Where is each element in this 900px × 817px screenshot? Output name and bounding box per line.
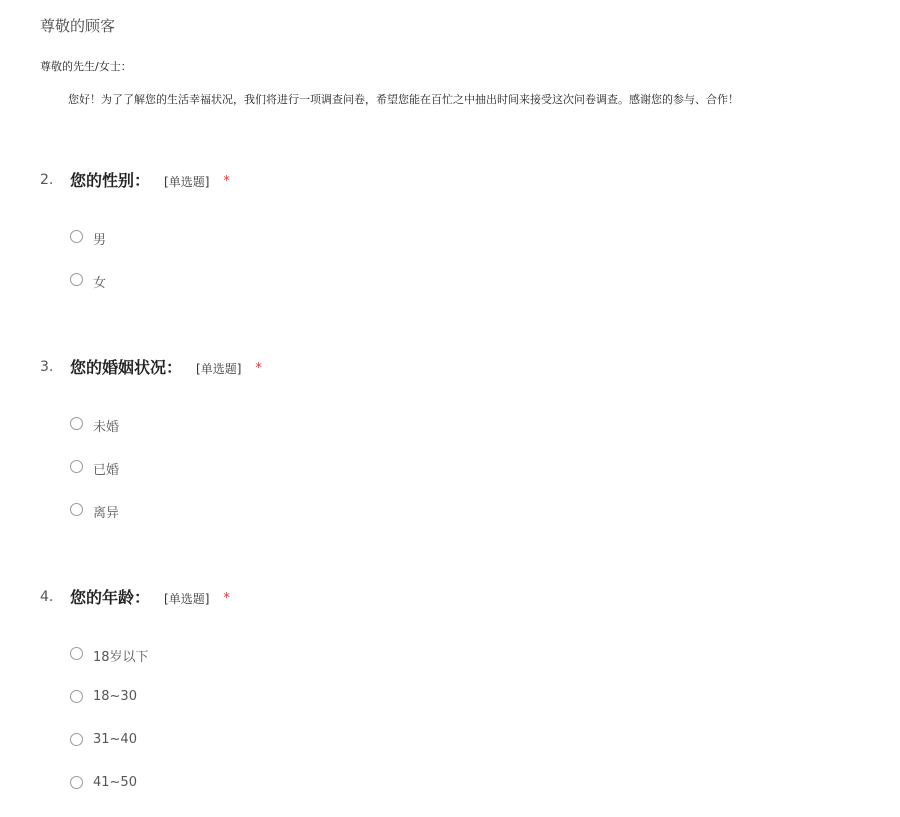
question-type-label: [单选题] <box>196 362 242 376</box>
radio-button[interactable] <box>70 230 83 243</box>
radio-button[interactable] <box>70 503 83 516</box>
radio-button[interactable] <box>70 460 83 473</box>
option-label: 已婚 <box>93 463 120 478</box>
question-text <box>70 585 230 608</box>
radio-button[interactable] <box>70 273 83 286</box>
option-label: 离异 <box>93 506 120 521</box>
question-header <box>40 355 860 381</box>
radio-button[interactable] <box>70 417 83 430</box>
question-text <box>70 168 230 191</box>
option-label: 41~50 <box>93 775 137 790</box>
question-marital-status <box>40 355 860 521</box>
intro-text: 您好！为了了解您的生活幸福状况，我们将进行一项调查问卷，希望您能在百忙之中抽出时间来接受这次问卷调查。感谢您的参与、合作！ <box>68 93 739 106</box>
option-label: 男 <box>93 233 107 248</box>
question-header <box>40 585 860 611</box>
question-number: 3. <box>40 359 54 375</box>
question-age <box>40 585 860 790</box>
required-mark: * <box>255 361 262 376</box>
radio-button[interactable] <box>70 647 83 660</box>
radio-button[interactable] <box>70 733 83 746</box>
option-label: 未婚 <box>93 420 120 435</box>
question-gender <box>40 168 860 291</box>
question-type-label: [单选题] <box>164 592 210 606</box>
option-label: 18~30 <box>93 689 137 704</box>
option-label: 女 <box>93 276 107 291</box>
required-mark: * <box>223 174 230 189</box>
question-title: 您的年龄： <box>70 588 151 607</box>
radio-button[interactable] <box>70 690 83 703</box>
question-number: 4. <box>40 589 54 605</box>
question-header <box>40 168 860 194</box>
salutation: 尊敬的先生/女士： <box>40 60 132 73</box>
question-type-label: [单选题] <box>164 175 210 189</box>
question-number: 2. <box>40 172 54 188</box>
required-mark: * <box>223 591 230 606</box>
radio-button[interactable] <box>70 776 83 789</box>
question-text <box>70 355 262 378</box>
option-label: 31~40 <box>93 732 137 747</box>
option-label: 18岁以下 <box>93 650 149 665</box>
question-title: 您的性别： <box>70 171 151 190</box>
survey-title: 尊敬的顾客 <box>40 17 116 35</box>
question-title: 您的婚姻状况： <box>70 358 183 377</box>
